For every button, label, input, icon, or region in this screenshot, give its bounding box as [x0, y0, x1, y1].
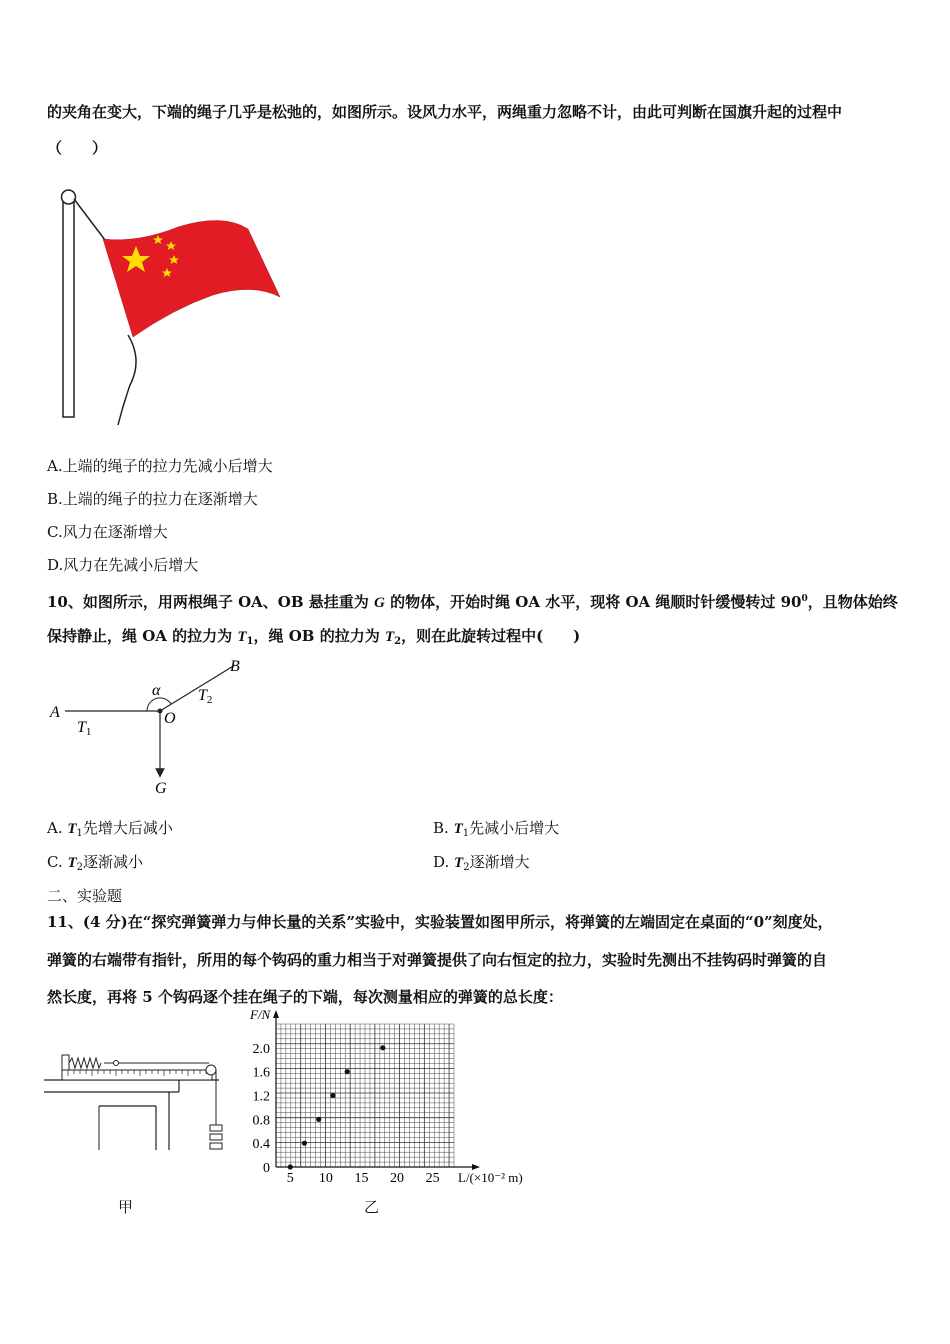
- y-axis-label: F/N: [250, 1007, 271, 1022]
- label-g: G: [155, 780, 167, 797]
- option-prefix: B.: [433, 819, 454, 837]
- q9-answer-blank: （ ）: [47, 139, 108, 157]
- option-var: T: [454, 855, 464, 871]
- flag-figure: [48, 185, 298, 435]
- option-text: 逐渐减小: [83, 853, 144, 871]
- label-yi: 乙: [364, 1198, 380, 1216]
- y-tick-label: 1.2: [252, 1089, 270, 1105]
- y-tick-label: 0.4: [252, 1137, 270, 1153]
- flag-lower-rope: [118, 335, 136, 425]
- q10-line2-part: ，则在此旋转过程中( ): [401, 627, 581, 645]
- option-var: T: [67, 855, 77, 871]
- q11-text-line3: 然长度，再将 5 个钩码逐个挂在绳子的下端，每次测量相应的弹簧的总长度：: [47, 988, 563, 1006]
- q10-line1-part: 的物体，开始时绳 OA 水平，现将 OA 绳顺时针缓慢转过 90: [384, 593, 802, 611]
- option-var: T: [453, 821, 463, 837]
- spring-apparatus-figure: [44, 1050, 234, 1160]
- data-point: [316, 1117, 321, 1122]
- q9-option-b: B.上端的绳子的拉力在逐渐增大: [47, 490, 258, 508]
- flag-upper-rope: [74, 199, 105, 240]
- option-text: 先增大后减小: [82, 819, 173, 837]
- data-point: [330, 1093, 335, 1098]
- x-tick-label: 25: [425, 1171, 440, 1186]
- ruler: [62, 1070, 212, 1080]
- q10-t1-sub: 1: [246, 636, 254, 647]
- q10-t2-sub: 2: [394, 636, 402, 647]
- point-o: [158, 709, 163, 714]
- option-prefix: A.: [47, 819, 68, 837]
- spring-fixed-block: [62, 1055, 69, 1070]
- option-var: T: [67, 821, 77, 837]
- flag-pole: [63, 197, 74, 417]
- x-tick-label: 5: [286, 1171, 294, 1186]
- option-text: 先减小后增大: [469, 819, 560, 837]
- label-t1-var: T: [77, 719, 86, 736]
- option-prefix: C.: [47, 853, 68, 871]
- y-tick-label: 0.8: [252, 1113, 270, 1129]
- label-t2-var: T: [198, 687, 207, 704]
- label-t1-sub: 1: [85, 726, 92, 738]
- q10-option-a: [47, 818, 173, 844]
- q9-option-c: C.风力在逐渐增大: [47, 523, 168, 541]
- y-tick-label: 2.0: [252, 1041, 270, 1057]
- q10-degree-sup: 0: [801, 594, 808, 604]
- y-tick-label: 0: [263, 1161, 270, 1176]
- q9-text-line1: 的夹角在变大，下端的绳子几乎是松弛的，如图所示。设风力水平，两绳重力忽略不计，由此可判断在国旗升起的过程中: [47, 103, 843, 121]
- spring-pointer: [114, 1061, 119, 1066]
- spring-coil: [69, 1058, 101, 1068]
- hook-weights: [210, 1125, 222, 1149]
- q10-line2-part: 保持静止，绳 OA 的拉力为: [47, 627, 238, 645]
- q10-option-d: [433, 852, 530, 878]
- q10-weight-var: G: [374, 595, 385, 611]
- data-point: [288, 1164, 293, 1169]
- q10-option-b: [433, 818, 559, 844]
- option-prefix: D.: [433, 853, 455, 871]
- data-point: [345, 1069, 350, 1074]
- y-axis-arrow: [273, 1010, 279, 1018]
- q10-line1-part: ，且物体始终: [807, 593, 898, 611]
- y-tick-label: 1.6: [252, 1065, 270, 1081]
- q11-text-line1: 11、(4 分)在“探究弹簧弹力与伸长量的关系”实验中，实验装置如图甲所示，将弹簧的左端固定在桌面的“0”刻度处，: [47, 913, 833, 931]
- option-sub: 2: [463, 862, 470, 873]
- label-t2-sub: 2: [206, 694, 213, 706]
- x-tick-label: 15: [354, 1171, 369, 1186]
- flag-pole-top: [62, 190, 76, 204]
- q10-t2-var: T: [384, 629, 395, 645]
- pulley: [206, 1065, 216, 1075]
- q11-text-line2: 弹簧的右端带有指针，所用的每个钩码的重力相当于对弹簧提供了向右恒定的拉力，实验时先测出不挂钩码时弹簧的自: [47, 951, 828, 969]
- q10-line1-part: 10、如图所示，用两根绳子 OA、OB 悬挂重为: [47, 593, 374, 611]
- label-alpha: α: [152, 682, 161, 699]
- option-text: 逐渐增大: [469, 853, 530, 871]
- option-sub: 1: [462, 828, 470, 839]
- section-heading: 二、实验题: [47, 887, 123, 905]
- q10-text-line2: [47, 626, 580, 652]
- label-a: A: [50, 704, 60, 721]
- label-t2: [198, 687, 212, 706]
- label-jia: 甲: [118, 1198, 134, 1216]
- data-point: [380, 1045, 385, 1050]
- q10-text-line1: [47, 589, 898, 613]
- data-point: [302, 1141, 307, 1146]
- q10-line2-part: ，绳 OB 的拉力为: [253, 627, 385, 645]
- flag-cloth: [103, 220, 280, 337]
- q10-t1-var: T: [237, 629, 247, 645]
- force-diagram: [45, 655, 265, 800]
- label-b: B: [230, 658, 240, 675]
- label-t1: [77, 719, 91, 738]
- x-tick-label: 10: [318, 1171, 333, 1186]
- label-o: O: [164, 710, 176, 727]
- x-tick-label: 20: [390, 1171, 405, 1186]
- f-vs-l-graph: [240, 1007, 540, 1192]
- option-sub: 1: [76, 828, 83, 839]
- q9-option-a: A.上端的绳子的拉力先减小后增大: [47, 457, 273, 475]
- q10-option-c: [47, 852, 143, 878]
- option-sub: 2: [76, 862, 84, 873]
- q9-option-d: D.风力在先减小后增大: [47, 556, 199, 574]
- x-axis-label: L/(×10⁻² m): [458, 1170, 523, 1185]
